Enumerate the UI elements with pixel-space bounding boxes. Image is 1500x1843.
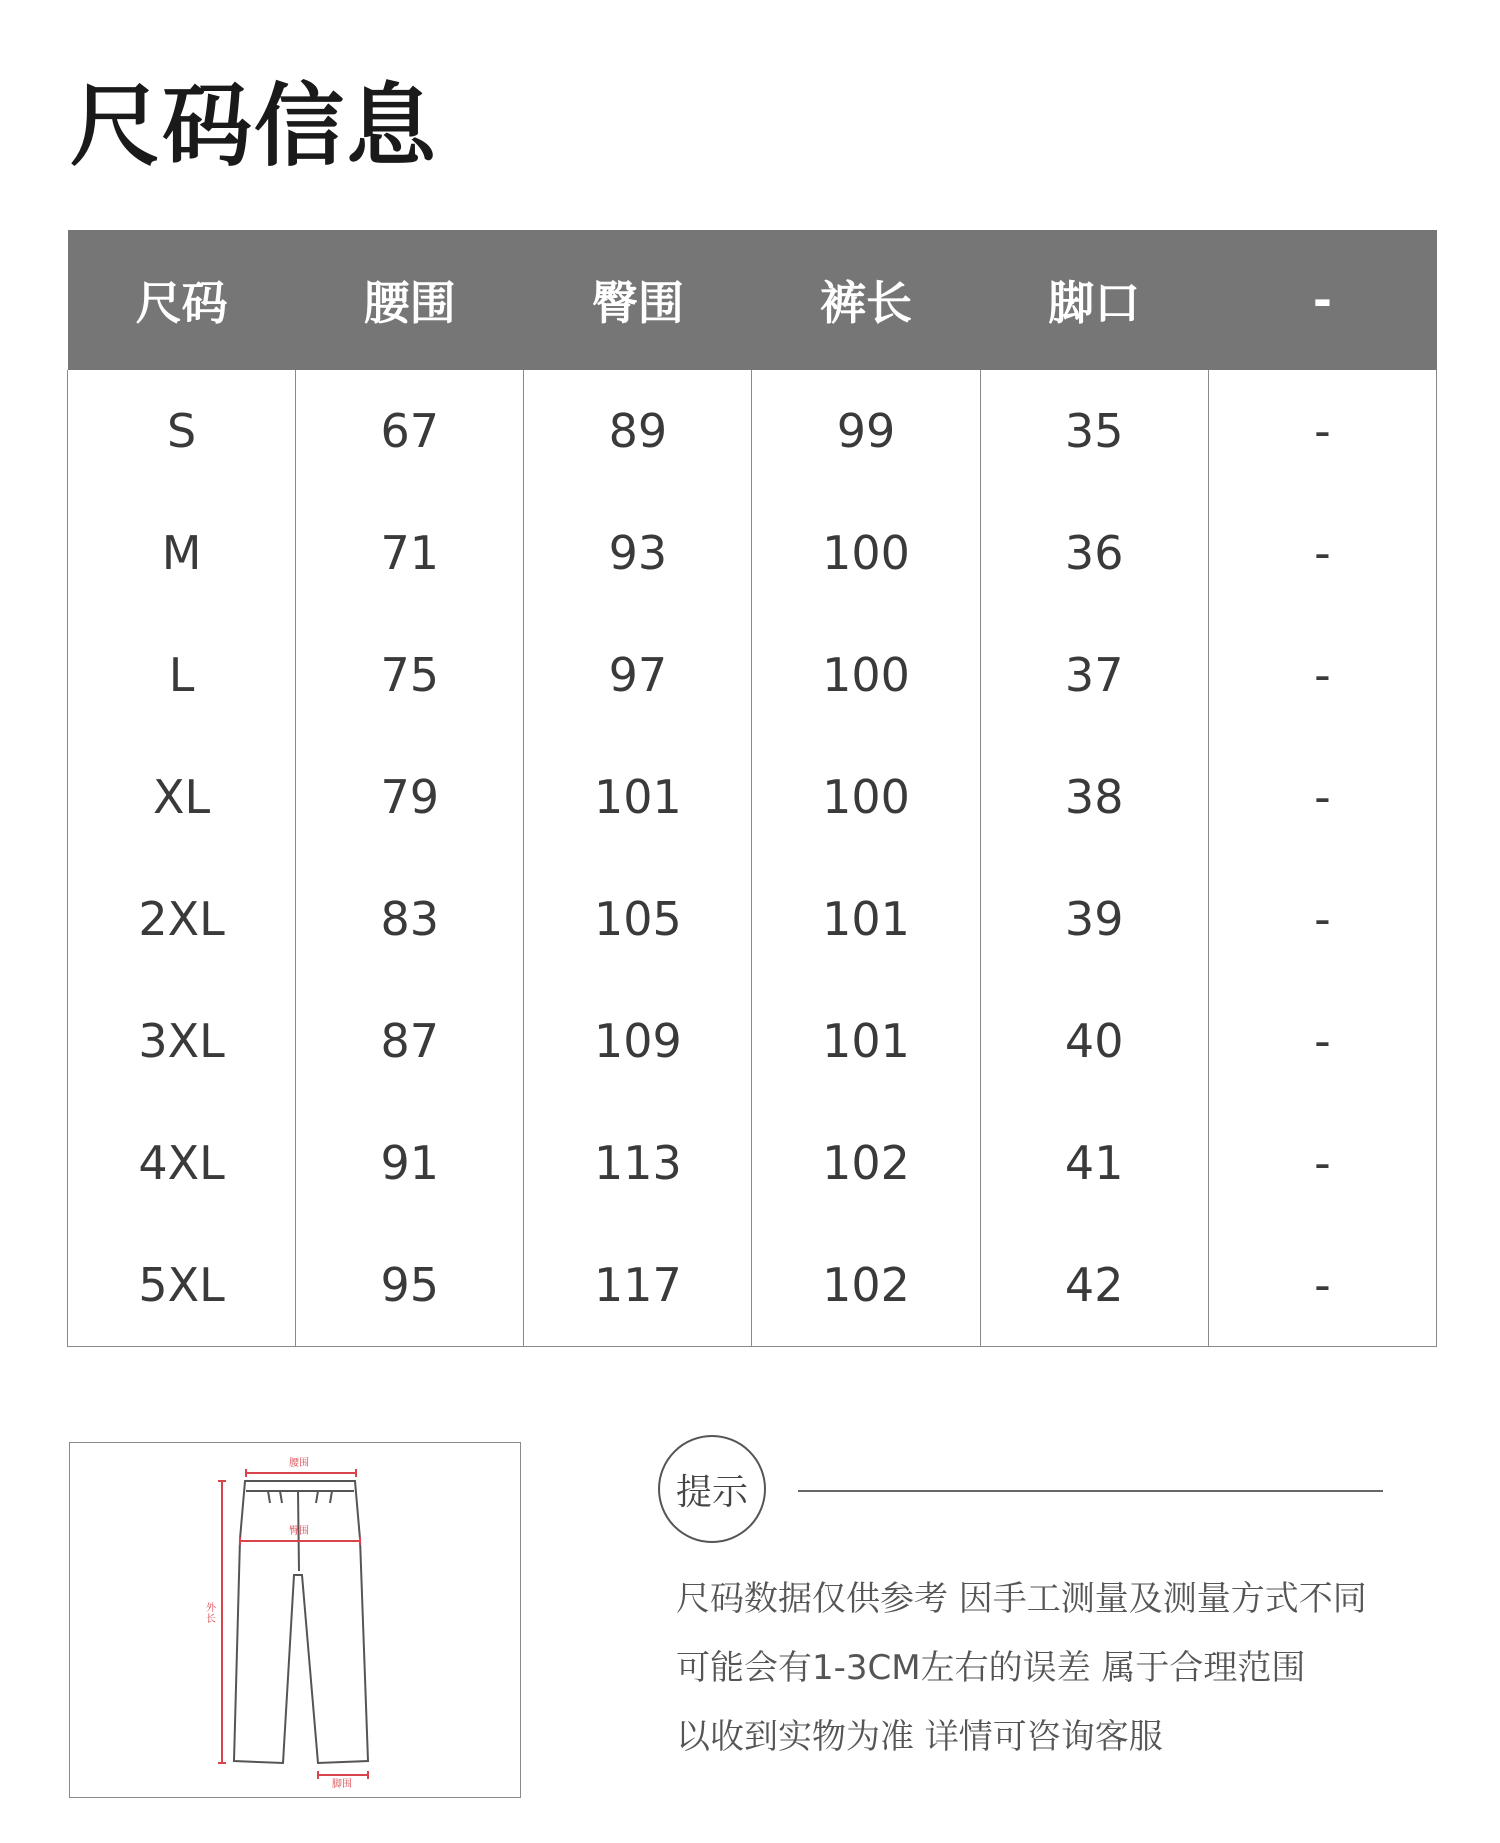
cell-hip: 93 <box>524 492 752 614</box>
cell-length: 100 <box>752 614 980 736</box>
cell-hip: 117 <box>524 1224 752 1347</box>
cell-hem: 40 <box>980 980 1208 1102</box>
cell-hip: 97 <box>524 614 752 736</box>
table-row <box>68 736 1437 858</box>
cell-length: 100 <box>752 492 980 614</box>
table-row <box>68 492 1437 614</box>
hem-label: 脚围 <box>332 1779 352 1790</box>
cell-waist: 95 <box>296 1224 524 1347</box>
cell-hem: 35 <box>980 370 1208 492</box>
cell-hem: 37 <box>980 614 1208 736</box>
cell-waist: 87 <box>296 980 524 1102</box>
header-waist: 腰围 <box>296 230 524 370</box>
tips-badge: 提示 <box>658 1435 766 1543</box>
cell-hip: 113 <box>524 1102 752 1224</box>
header-hip: 臀围 <box>524 230 752 370</box>
cell-size: S <box>68 370 296 492</box>
table-row <box>68 1224 1437 1347</box>
cell-size: 2XL <box>68 858 296 980</box>
table-row <box>68 980 1437 1102</box>
cell-size: 4XL <box>68 1102 296 1224</box>
pants-measurement-icon <box>70 1443 522 1799</box>
table-row <box>68 858 1437 980</box>
cell-length: 99 <box>752 370 980 492</box>
cell-waist: 67 <box>296 370 524 492</box>
cell-extra: - <box>1208 1102 1436 1224</box>
length-label: 外长 <box>206 1603 216 1625</box>
cell-hip: 109 <box>524 980 752 1102</box>
cell-length: 100 <box>752 736 980 858</box>
cell-extra: - <box>1208 858 1436 980</box>
cell-waist: 71 <box>296 492 524 614</box>
hip-label: 臀围 <box>289 1526 309 1537</box>
header-length: 裤长 <box>752 230 980 370</box>
cell-length: 101 <box>752 858 980 980</box>
tips-line-1: 尺码数据仅供参考 因手工测量及测量方式不同 <box>676 1579 1367 1619</box>
cell-size: XL <box>68 736 296 858</box>
cell-hip: 89 <box>524 370 752 492</box>
header-hem: 脚口 <box>980 230 1208 370</box>
measure-lines-icon <box>218 1469 368 1779</box>
cell-extra: - <box>1208 1224 1436 1347</box>
cell-waist: 83 <box>296 858 524 980</box>
cell-extra: - <box>1208 614 1436 736</box>
pants-outline-icon <box>234 1481 368 1763</box>
cell-length: 102 <box>752 1224 980 1347</box>
cell-size: 3XL <box>68 980 296 1102</box>
cell-length: 102 <box>752 1102 980 1224</box>
cell-hip: 105 <box>524 858 752 980</box>
cell-size: M <box>68 492 296 614</box>
cell-extra: - <box>1208 736 1436 858</box>
pants-diagram <box>69 1442 521 1798</box>
cell-waist: 91 <box>296 1102 524 1224</box>
cell-size: 5XL <box>68 1224 296 1347</box>
cell-hem: 38 <box>980 736 1208 858</box>
tips-line-3: 以收到实物为准 详情可咨询客服 <box>676 1717 1163 1757</box>
cell-hem: 41 <box>980 1102 1208 1224</box>
cell-length: 101 <box>752 980 980 1102</box>
cell-hem: 42 <box>980 1224 1208 1347</box>
cell-hem: 39 <box>980 858 1208 980</box>
table-row <box>68 370 1437 492</box>
waist-label: 腰围 <box>289 1458 309 1469</box>
cell-hip: 101 <box>524 736 752 858</box>
cell-waist: 79 <box>296 736 524 858</box>
table-header-row <box>68 230 1437 370</box>
table-row <box>68 1102 1437 1224</box>
cell-hem: 36 <box>980 492 1208 614</box>
page-title: 尺码信息 <box>70 74 438 179</box>
tips-divider <box>798 1490 1383 1492</box>
cell-extra: - <box>1208 980 1436 1102</box>
table-row <box>68 614 1437 736</box>
tips-line-2: 可能会有1-3CM左右的误差 属于合理范围 <box>676 1648 1306 1688</box>
header-size: 尺码 <box>68 230 296 370</box>
cell-extra: - <box>1208 370 1436 492</box>
cell-extra: - <box>1208 492 1436 614</box>
size-table <box>67 230 1437 1347</box>
cell-waist: 75 <box>296 614 524 736</box>
cell-size: L <box>68 614 296 736</box>
header-extra: - <box>1208 230 1436 370</box>
